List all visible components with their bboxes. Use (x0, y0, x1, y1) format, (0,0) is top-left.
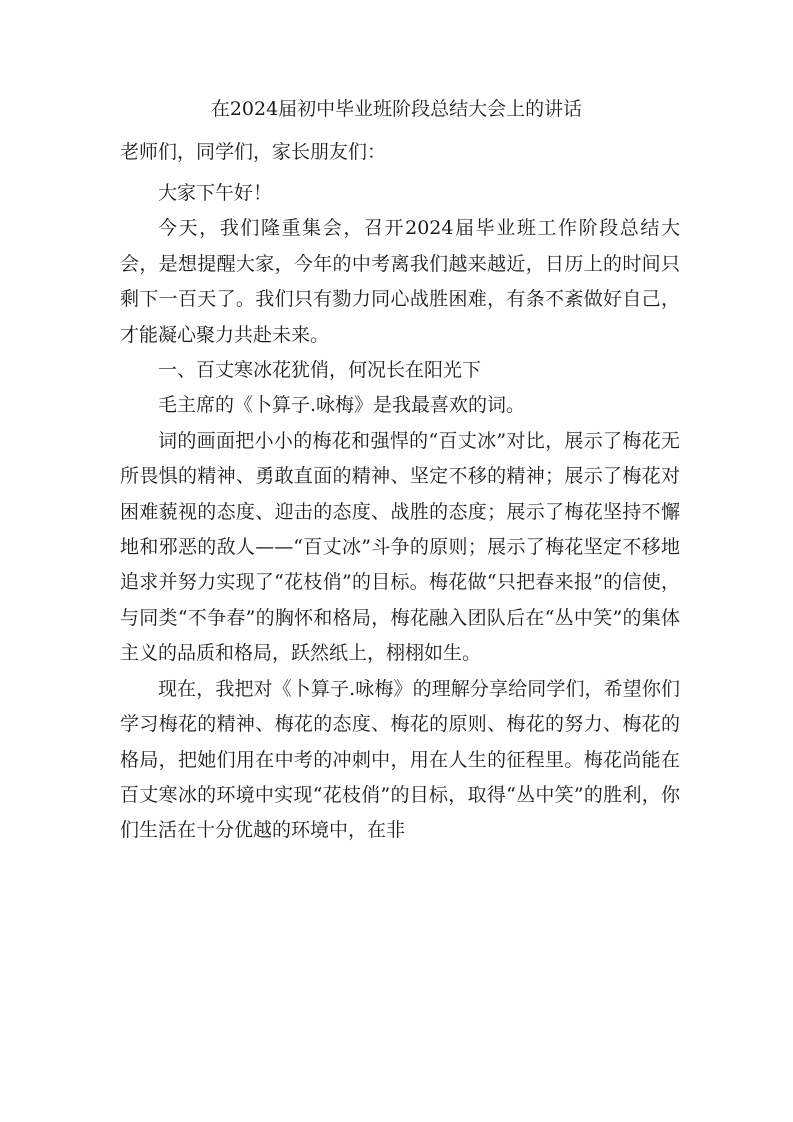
paragraph: 词的画面把小小的梅花和强悍的“百丈冰”对比，展示了梅花无所畏惧的精神、勇敢直面的精神、坚定不移的精神；展示了梅花对困难藐视的态度、迎击的态度、战胜的态度；展示了梅花坚持不懈地和邪恶的敌人——“百丈冰”斗争的原则；展示了梅花坚定不移地追求并努力实现了“花枝俏”的目标。梅花做“只把春来报”的信使，与同类“不争春”的胸怀和格局，梅花融入团队后在“丛中笑”的集体主义的品质和格局，跃然纸上，栩栩如生。 (120, 429, 680, 665)
paragraph-greeting: 大家下午好！ (158, 182, 273, 204)
document-body (120, 176, 680, 849)
paragraph: 毛主席的《卜算子.咏梅》是我最喜欢的词。 (158, 394, 526, 417)
section-heading: 一、百丈寒冰花犹俏，何况长在阳光下 (158, 359, 482, 382)
document-title: 在2024届初中毕业班阶段总结大会上的讲话 (210, 98, 583, 120)
paragraph-intro: 今天，我们隆重集会，召开2024届毕业班工作阶段总结大会，是想提醒大家，今年的中考离我们越来越近，日历上的时间只剩下一百天了。我们只有勠力同心战胜困难，有条不紊做好自己，才能凝心聚力共赴未来。 (120, 217, 680, 346)
salutation: 老师们，同学们，家长朋友们： (120, 141, 387, 163)
paragraph: 现在，我把对《卜算子.咏梅》的理解分享给同学们，希望你们学习梅花的精神、梅花的态度、梅花的原则、梅花的努力、梅花的格局，把她们用在中考的冲刺中，用在人生的征程里。梅花尚能在百丈寒冰的环境中实现“花枝俏”的目标，取得“丛中笑”的胜利，你们生活在十分优越的环境中，在非 (120, 677, 680, 842)
